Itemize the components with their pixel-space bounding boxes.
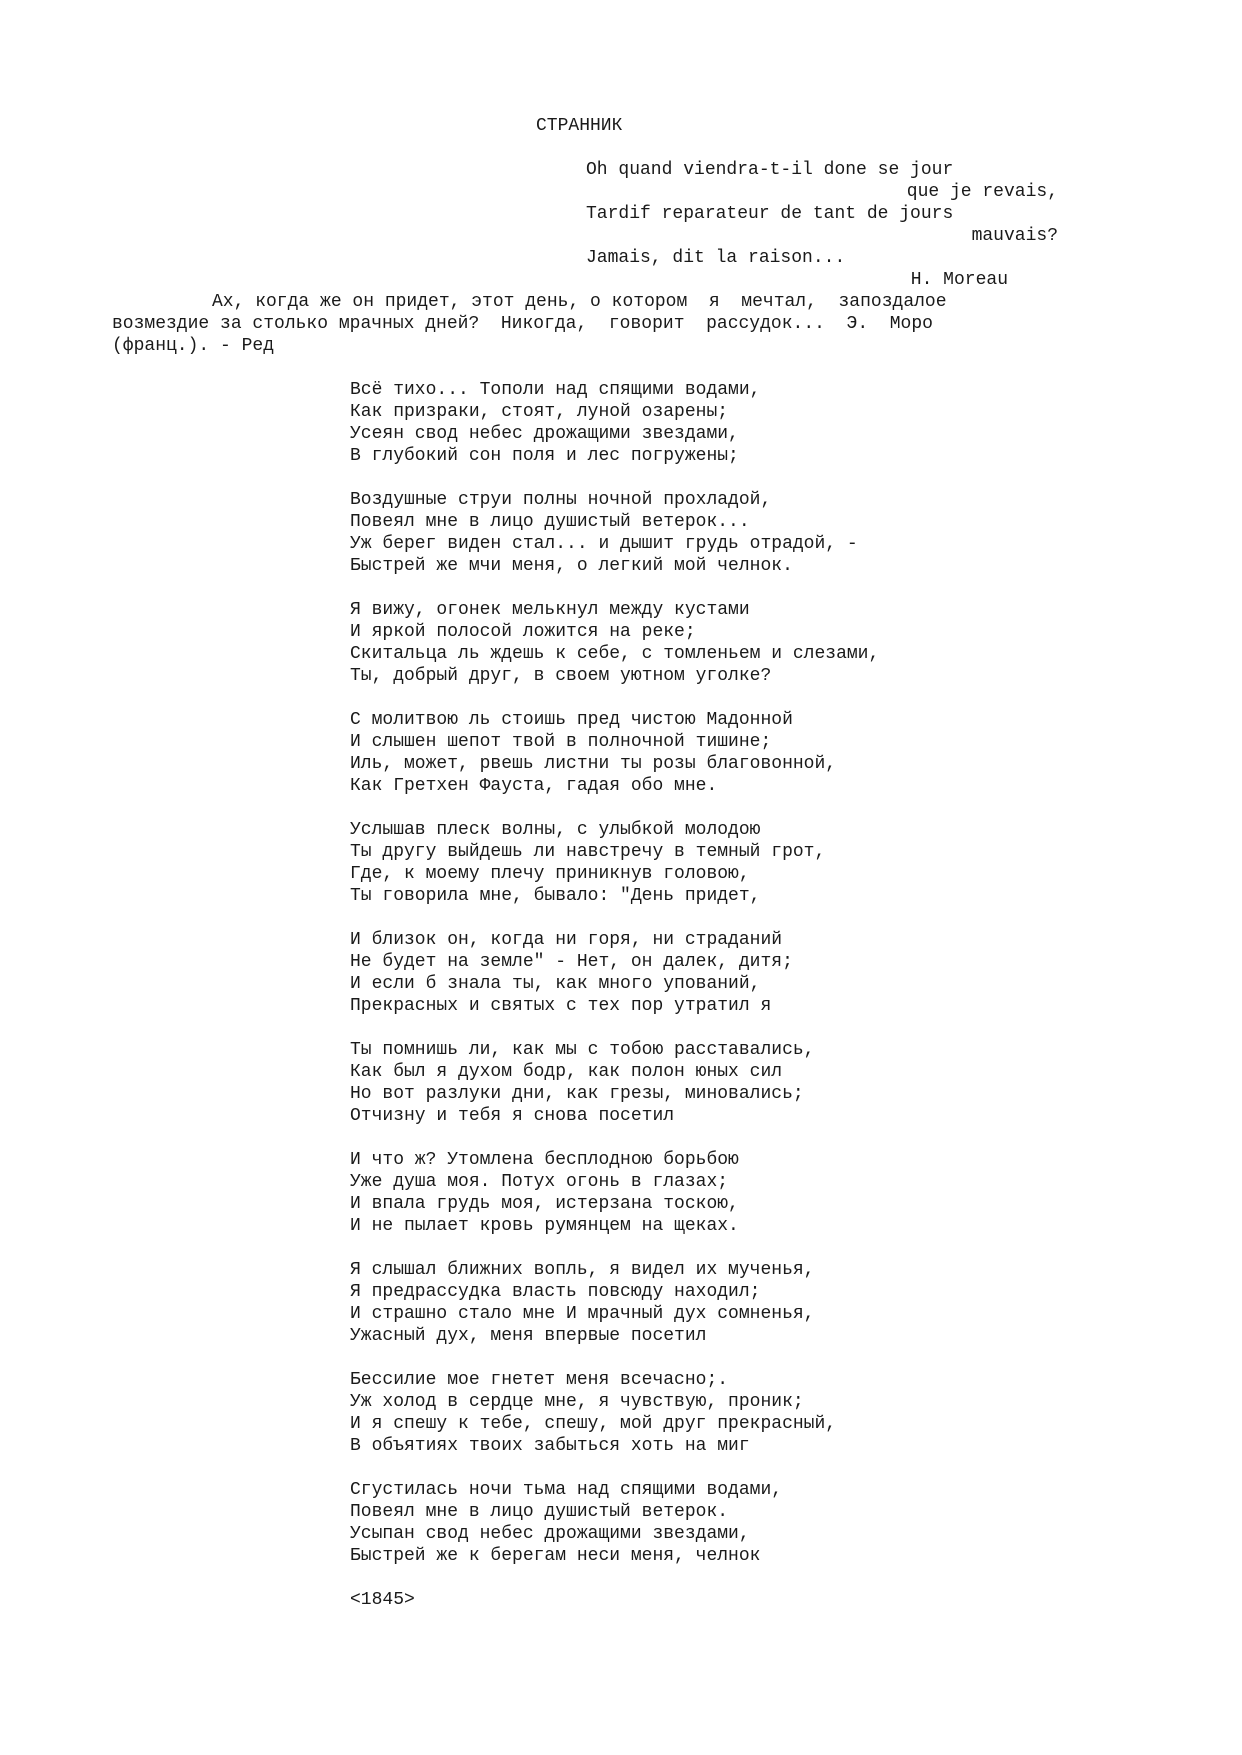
verse-line: Усеян свод небес дрожащими звездами, bbox=[350, 424, 739, 444]
epigraph-line: Tardif reparateur de tant de jours bbox=[586, 204, 954, 224]
verse-line: Как призраки, стоят, луной озарены; bbox=[350, 402, 729, 422]
translation-line: возмездие за столько мрачных дней? Никогда, говорит рассудок... Э. Моро bbox=[112, 314, 933, 334]
verse-line: И слышен шепот твой в полночной тишине; bbox=[350, 732, 772, 752]
verse-line: Уже душа моя. Потух огонь в глазах; bbox=[350, 1172, 729, 1192]
epigraph-author: H. Moreau bbox=[910, 270, 1008, 290]
verse-line: Отчизну и тебя я снова посетил bbox=[350, 1106, 675, 1126]
verse-line: Не будет на земле" - Нет, он далек, дитя; bbox=[350, 952, 793, 972]
translation-line: (франц.). - Ред bbox=[112, 336, 275, 356]
verse-line: И не пылает кровь румянцем на щеках. bbox=[350, 1216, 739, 1236]
verse-line: Всё тихо... Тополи над спящими водами, bbox=[350, 380, 761, 400]
verse-line: Скитальца ль ждешь к себе, с томленьем и слезами, bbox=[350, 644, 880, 664]
verse-line: Бессилие мое гнетет меня всечасно;. bbox=[350, 1370, 729, 1390]
verse-line: Повеял мне в лицо душистый ветерок. bbox=[350, 1502, 729, 1522]
verse-line: Иль, может, рвешь листни ты розы благовонной, bbox=[350, 754, 837, 774]
verse-line: С молитвою ль стоишь пред чистою Мадонной bbox=[350, 710, 793, 730]
verse-line: Услышав плеск волны, с улыбкой молодою bbox=[350, 820, 761, 840]
verse-line: Ты, добрый друг, в своем уютном уголке? bbox=[350, 666, 772, 686]
epigraph-line: que je revais, bbox=[906, 182, 1058, 202]
verse-line: Быстрей же к берегам неси меня, челнок bbox=[350, 1546, 761, 1566]
epigraph-line: Oh quand viendra-t-il done se jour bbox=[586, 160, 954, 180]
epigraph-line: Jamais, dit la raison... bbox=[586, 248, 846, 268]
verse-line: Уж холод в сердце мне, я чувствую, проник; bbox=[350, 1392, 804, 1412]
verse-line: В глубокий сон поля и лес погружены; bbox=[350, 446, 739, 466]
verse-line: Повеял мне в лицо душистый ветерок... bbox=[350, 512, 750, 532]
verse-line: Усыпан свод небес дрожащими звездами, bbox=[350, 1524, 750, 1544]
verse-line: Я вижу, огонек мелькнул между кустами bbox=[350, 600, 750, 620]
verse-line: Я слышал ближних вопль, я видел их мученья, bbox=[350, 1260, 815, 1280]
verse-line: Но вот разлуки дни, как грезы, миновались; bbox=[350, 1084, 804, 1104]
verse-line: Быстрей же мчи меня, о легкий мой челнок. bbox=[350, 556, 793, 576]
verse-line: И что ж? Утомлена бесплодною борьбою bbox=[350, 1150, 739, 1170]
verse-line: И близок он, когда ни горя, ни страданий bbox=[350, 930, 783, 950]
verse-line: Ты говорила мне, бывало: "День придет, bbox=[350, 886, 761, 906]
verse-line: И страшно стало мне И мрачный дух сомненья, bbox=[350, 1304, 815, 1324]
verse-line: В объятиях твоих забыться хоть на миг bbox=[350, 1436, 750, 1456]
verse-line: Ужасный дух, меня впервые посетил bbox=[350, 1326, 707, 1346]
verse-line: И я спешу к тебе, спешу, мой друг прекрасный, bbox=[350, 1414, 837, 1434]
poem-title: СТРАННИК bbox=[536, 116, 623, 136]
verse-line: Где, к моему плечу приникнув головою, bbox=[350, 864, 750, 884]
translation-line: Ах, когда же он придет, этот день, о котором я мечтал, запоздалое bbox=[212, 292, 947, 312]
verse-line: Ты помнишь ли, как мы с тобою расставались, bbox=[350, 1040, 815, 1060]
poem-date: <1845> bbox=[350, 1590, 415, 1610]
verse-line: И если б знала ты, как много упований, bbox=[350, 974, 761, 994]
verse-line: Воздушные струи полны ночной прохладой, bbox=[350, 490, 772, 510]
verse-line: И впала грудь моя, истерзана тоскою, bbox=[350, 1194, 739, 1214]
verse-line: Сгустилась ночи тьма над спящими водами, bbox=[350, 1480, 783, 1500]
verse-line: Как был я духом бодр, как полон юных сил bbox=[350, 1062, 783, 1082]
verse-line: Уж берег виден стал... и дышит грудь отрадой, - bbox=[350, 534, 858, 554]
verse-line: Прекрасных и святых с тех пор утратил я bbox=[350, 996, 772, 1016]
verse-line: И яркой полосой ложится на реке; bbox=[350, 622, 696, 642]
epigraph-line: mauvais? bbox=[971, 226, 1058, 246]
verse-line: Как Гретхен Фауста, гадая обо мне. bbox=[350, 776, 718, 796]
verse-line: Ты другу выйдешь ли навстречу в темный грот, bbox=[350, 842, 826, 862]
verse-line: Я предрассудка власть повсюду находил; bbox=[350, 1282, 761, 1302]
